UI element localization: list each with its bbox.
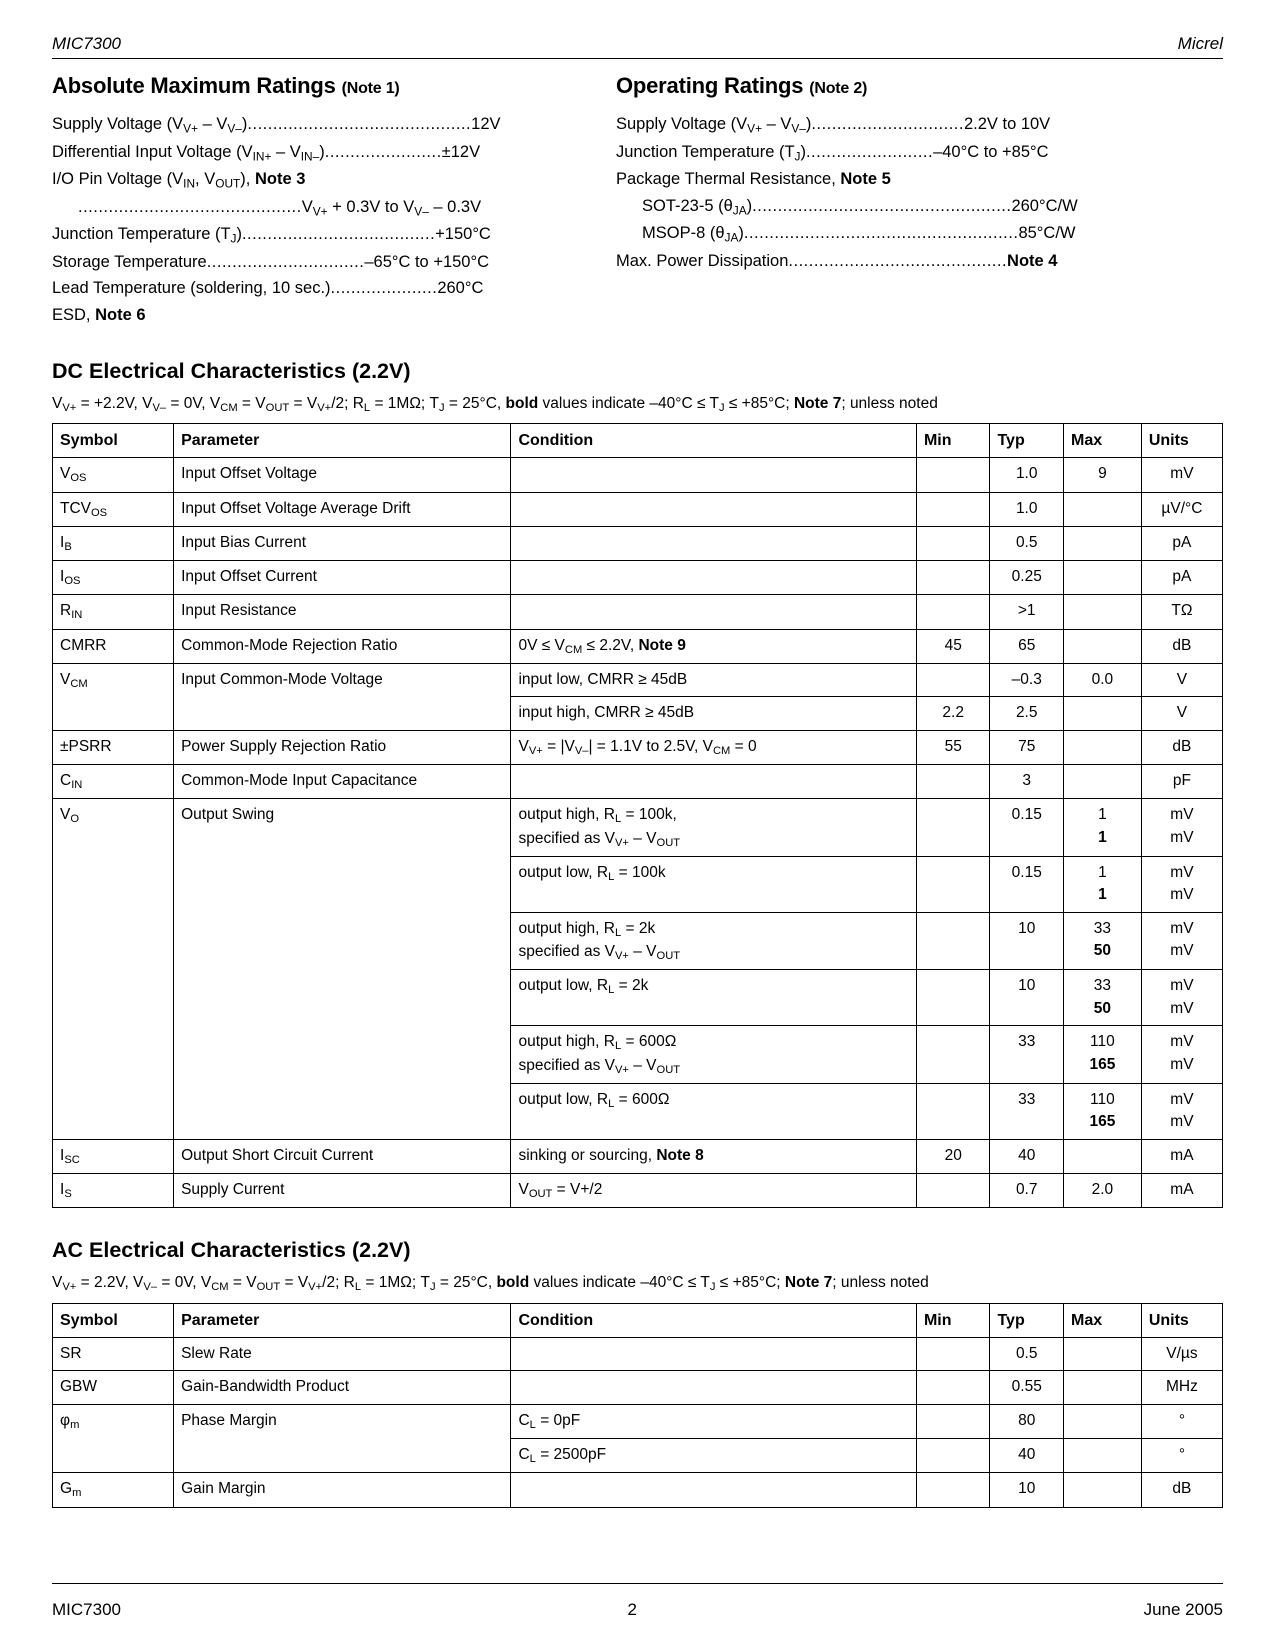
cell-min: [916, 492, 990, 526]
rating-dots: .........................: [805, 142, 934, 161]
cell-max: [1063, 730, 1141, 764]
rating-line: [616, 111, 1140, 139]
cell-condition: [511, 526, 916, 560]
cell-condition: $C_L = 0pF$: [511, 1404, 916, 1438]
cell-units: mV: [1141, 458, 1222, 492]
cell-symbol: $V_O$: [53, 799, 174, 1140]
cell-parameter: Power Supply Rejection Ratio: [174, 730, 511, 764]
rating-value: $V_{V+} + 0.3V$ to $V_{V-} - 0.3V$: [301, 197, 482, 218]
cell-condition: output high, $R_L = 100k$, specified as $V_{V+} - V_{OUT}$: [511, 799, 916, 857]
cell-condition: output high, $R_L = 2k$ specified as $V_{V+} - V_{OUT}$: [511, 912, 916, 970]
cell-symbol: $I_S$: [53, 1174, 174, 1208]
cell-max: 2.0: [1063, 1174, 1141, 1208]
cell-symbol: $R_{IN}$: [53, 595, 174, 629]
oper-note: (Note 2): [809, 80, 868, 97]
cell-max: [1063, 492, 1141, 526]
column-header: Min: [916, 424, 990, 458]
cell-symbol: $V_{OS}$: [53, 458, 174, 492]
column-header: Typ: [990, 424, 1064, 458]
rating-dots: ...................................................: [752, 196, 1012, 215]
cell-typ: 10: [990, 1473, 1064, 1507]
abs-max-list: [52, 111, 576, 329]
table-row: [53, 663, 1223, 696]
rating-value: 12V: [471, 115, 501, 133]
cell-max: [1063, 1139, 1141, 1173]
rating-line: [52, 275, 576, 302]
operating-ratings-list: [616, 111, 1140, 275]
cell-condition: [511, 1337, 916, 1370]
cell-symbol: CMRR: [53, 629, 174, 663]
cell-condition: output low, $R_L = 2k$: [511, 970, 916, 1026]
cell-symbol: $\varphi_m$: [53, 1404, 174, 1473]
ac-header-row: [53, 1303, 1223, 1337]
footer-part-number: MIC7300: [52, 1600, 121, 1619]
cell-min: [916, 1473, 990, 1507]
cell-units: pA: [1141, 526, 1222, 560]
page-header: [52, 34, 1223, 58]
cell-max: 1 1: [1063, 799, 1141, 857]
table-row: [53, 526, 1223, 560]
cell-max: 1 1: [1063, 856, 1141, 912]
cell-units: °: [1141, 1439, 1222, 1473]
rating-label: MSOP-8 $(\theta_{JA})$: [642, 224, 744, 245]
cell-min: [916, 912, 990, 970]
rating-line: [52, 249, 576, 276]
cell-parameter: Gain-Bandwidth Product: [174, 1371, 511, 1404]
rating-line: [52, 139, 576, 167]
rating-label: Lead Temperature (soldering, 10 sec.): [52, 279, 331, 298]
table-row: [53, 595, 1223, 629]
rating-dots: ..............................: [811, 115, 964, 133]
cell-units: TΩ: [1141, 595, 1222, 629]
table-row: [53, 730, 1223, 764]
cell-max: [1063, 1337, 1141, 1370]
dc-test-conditions: $V_{V+} = +2.2V$, $V_{V-} = 0V$, $V_{CM} = V_{OUT} = V_{V+}/2$; $R_L = 1M\Omega$; $T_J = 25^\circ C$, bold values indicate $-40^\circ C \le T_J \le +85^\circ C$; Note 7; unless noted: [52, 394, 938, 414]
cell-max: [1063, 1371, 1141, 1404]
cell-max: 110 165: [1063, 1083, 1141, 1139]
cell-parameter: Input Resistance: [174, 595, 511, 629]
cell-condition: $V_{OUT} = V+/2$: [511, 1174, 916, 1208]
table-row: [53, 765, 1223, 799]
cell-units: pF: [1141, 765, 1222, 799]
cell-condition: [511, 458, 916, 492]
cell-condition: [511, 561, 916, 595]
cell-typ: 0.7: [990, 1174, 1064, 1208]
ac-table-body: [53, 1337, 1223, 1507]
cell-typ: –0.3: [990, 663, 1064, 696]
cell-units: mA: [1141, 1139, 1222, 1173]
cell-parameter: Phase Margin: [174, 1404, 511, 1473]
rating-line: [616, 220, 1140, 248]
rating-label: Supply Voltage $(V_{V+} - V_{V-})$: [616, 115, 812, 136]
cell-parameter: Slew Rate: [174, 1337, 511, 1370]
cell-typ: 0.25: [990, 561, 1064, 595]
cell-symbol: GBW: [53, 1371, 174, 1404]
table-row: [53, 561, 1223, 595]
rating-value: 260°C/W: [1011, 196, 1078, 215]
cell-units: mV mV: [1141, 912, 1222, 970]
cell-min: 2.2: [916, 697, 990, 730]
cell-parameter: Input Bias Current: [174, 526, 511, 560]
cell-symbol: SR: [53, 1337, 174, 1370]
absolute-maximum-ratings-column: [52, 73, 576, 329]
cell-min: 55: [916, 730, 990, 764]
table-row: [53, 1174, 1223, 1208]
table-row: [53, 1404, 1223, 1438]
cell-units: MHz: [1141, 1371, 1222, 1404]
cell-condition: [511, 1473, 916, 1507]
table-row: [53, 1337, 1223, 1370]
cell-typ: 2.5: [990, 697, 1064, 730]
rating-line: [52, 302, 576, 329]
operating-ratings-heading: [616, 73, 1140, 99]
table-row: [53, 1139, 1223, 1173]
cell-min: [916, 663, 990, 696]
cell-units: V/µs: [1141, 1337, 1222, 1370]
column-header: Units: [1141, 424, 1222, 458]
cell-parameter: Gain Margin: [174, 1473, 511, 1507]
cell-min: [916, 595, 990, 629]
cell-typ: 0.5: [990, 1337, 1064, 1370]
footer-date: June 2005: [1143, 1600, 1223, 1619]
header-brand: Micrel: [1177, 34, 1223, 53]
cell-max: [1063, 629, 1141, 663]
cell-units: dB: [1141, 629, 1222, 663]
cell-typ: 3: [990, 765, 1064, 799]
cell-units: µV/°C: [1141, 492, 1222, 526]
abs-max-title: Absolute Maximum Ratings: [52, 73, 336, 98]
cell-condition: output low, $R_L = 600\Omega$: [511, 1083, 916, 1139]
rating-label: I/O Pin Voltage ($V_{IN}$, $V_{OUT}$), Note 3: [52, 170, 306, 191]
cell-max: 0.0: [1063, 663, 1141, 696]
dc-table-head: [53, 424, 1223, 458]
table-row: [53, 629, 1223, 663]
cell-units: mV mV: [1141, 799, 1222, 857]
cell-symbol: $G_m$: [53, 1473, 174, 1507]
rating-dots: .....................: [330, 279, 438, 298]
column-header: Parameter: [174, 424, 511, 458]
cell-condition: [511, 765, 916, 799]
page-footer: [52, 1583, 1223, 1620]
cell-max: [1063, 561, 1141, 595]
cell-parameter: Input Offset Voltage: [174, 458, 511, 492]
cell-condition: [511, 492, 916, 526]
column-header: Typ: [990, 1303, 1064, 1337]
cell-typ: 0.5: [990, 526, 1064, 560]
cell-min: [916, 1439, 990, 1473]
cell-condition: input low, CMRR ≥ 45dB: [511, 663, 916, 696]
cell-typ: 0.15: [990, 799, 1064, 857]
column-header: Min: [916, 1303, 990, 1337]
cell-min: [916, 1404, 990, 1438]
cell-max: [1063, 1404, 1141, 1438]
cell-min: [916, 458, 990, 492]
rating-value: 2.2V to 10V: [963, 115, 1051, 133]
cell-condition: [511, 595, 916, 629]
cell-parameter: Input Common-Mode Voltage: [174, 663, 511, 730]
cell-typ: 40: [990, 1439, 1064, 1473]
rating-dots: ......................................: [241, 225, 436, 244]
cell-parameter: Output Swing: [174, 799, 511, 1140]
cell-typ: 0.15: [990, 856, 1064, 912]
cell-min: [916, 1174, 990, 1208]
cell-typ: 10: [990, 970, 1064, 1026]
rating-value: 260°C: [437, 279, 484, 298]
table-row: [53, 799, 1223, 857]
rating-line: [52, 194, 576, 222]
rating-label: Junction Temperature $(T_J)$: [616, 142, 806, 163]
cell-symbol: $I_B$: [53, 526, 174, 560]
oper-title: Operating Ratings: [616, 73, 804, 98]
cell-units: mA: [1141, 1174, 1222, 1208]
cell-parameter: Output Short Circuit Current: [174, 1139, 511, 1173]
rating-value: 85°C/W: [1018, 224, 1076, 243]
cell-max: 33 50: [1063, 912, 1141, 970]
cell-units: °: [1141, 1404, 1222, 1438]
header-part-number: MIC7300: [52, 34, 121, 53]
rating-label: ESD, Note 6: [52, 306, 146, 325]
dc-characteristics-heading: DC Electrical Characteristics (2.2V): [52, 358, 411, 383]
cell-typ: 65: [990, 629, 1064, 663]
rating-dots: .......................: [324, 142, 442, 161]
absolute-maximum-ratings-heading: [52, 73, 576, 99]
rating-label: Storage Temperature: [52, 252, 207, 271]
cell-condition: sinking or sourcing, Note 8: [511, 1139, 916, 1173]
table-row: [53, 1473, 1223, 1507]
column-header: Max: [1063, 424, 1141, 458]
rating-line: [616, 166, 1140, 193]
cell-max: 9: [1063, 458, 1141, 492]
rating-label: Supply Voltage $(V_{V+} - V_{V-})$: [52, 115, 248, 136]
cell-min: [916, 526, 990, 560]
cell-max: [1063, 526, 1141, 560]
cell-min: [916, 1337, 990, 1370]
column-header: Condition: [511, 424, 916, 458]
rating-line: [616, 248, 1140, 275]
rating-label: Package Thermal Resistance, Note 5: [616, 170, 891, 189]
cell-condition: input high, CMRR ≥ 45dB: [511, 697, 916, 730]
rating-dots: ...........................................: [788, 251, 1008, 270]
cell-symbol: $C_{IN}$: [53, 765, 174, 799]
cell-symbol: ±PSRR: [53, 730, 174, 764]
rating-line: [52, 166, 576, 194]
rating-label: Differential Input Voltage $(V_{IN+} - V_{IN-})$: [52, 142, 325, 163]
rating-dots: ............................................: [78, 197, 302, 216]
column-header: Symbol: [53, 1303, 174, 1337]
rating-value: +150°C: [435, 225, 491, 244]
cell-condition: [511, 1371, 916, 1404]
rating-label: Junction Temperature $(T_J)$: [52, 225, 242, 246]
cell-max: 33 50: [1063, 970, 1141, 1026]
column-header: Symbol: [53, 424, 174, 458]
cell-condition: $C_L = 2500pF$: [511, 1439, 916, 1473]
cell-max: [1063, 697, 1141, 730]
cell-max: [1063, 765, 1141, 799]
cell-units: mV mV: [1141, 856, 1222, 912]
cell-max: [1063, 595, 1141, 629]
cell-min: [916, 1083, 990, 1139]
footer-page-number: 2: [627, 1600, 638, 1619]
cell-typ: 1.0: [990, 492, 1064, 526]
cell-typ: >1: [990, 595, 1064, 629]
abs-max-note: (Note 1): [341, 80, 400, 97]
cell-typ: 1.0: [990, 458, 1064, 492]
cell-units: mV mV: [1141, 1083, 1222, 1139]
cell-condition: $0V \le V_{CM} \le 2.2V$, Note 9: [511, 629, 916, 663]
ratings-section: [52, 73, 1223, 329]
cell-parameter: Common-Mode Rejection Ratio: [174, 629, 511, 663]
rating-label: Max. Power Dissipation: [616, 251, 789, 270]
column-header: Units: [1141, 1303, 1222, 1337]
table-row: [53, 1371, 1223, 1404]
rating-dots: ......................................................: [743, 224, 1019, 243]
cell-min: 45: [916, 629, 990, 663]
rating-label: SOT-23-5 $(\theta_{JA})$: [642, 196, 753, 218]
ac-characteristics-table: [52, 1303, 1223, 1508]
cell-min: [916, 1026, 990, 1084]
table-row: [53, 492, 1223, 526]
cell-units: dB: [1141, 1473, 1222, 1507]
cell-min: [916, 799, 990, 857]
cell-parameter: Input Offset Voltage Average Drift: [174, 492, 511, 526]
cell-min: [916, 561, 990, 595]
cell-typ: 75: [990, 730, 1064, 764]
cell-max: 110 165: [1063, 1026, 1141, 1084]
cell-symbol: $V_{CM}$: [53, 663, 174, 730]
cell-condition: $V_{V+} = |V_{V-}| = 1.1V$ to 2.5V, $V_{CM} = 0$: [511, 730, 916, 764]
cell-typ: 33: [990, 1083, 1064, 1139]
cell-typ: 80: [990, 1404, 1064, 1438]
cell-typ: 0.55: [990, 1371, 1064, 1404]
cell-min: [916, 1371, 990, 1404]
cell-condition: output low, $R_L = 100k$: [511, 856, 916, 912]
rating-line: [52, 111, 576, 139]
cell-units: V: [1141, 663, 1222, 696]
cell-symbol: $TCV_{OS}$: [53, 492, 174, 526]
cell-units: mV mV: [1141, 970, 1222, 1026]
operating-ratings-column: [616, 73, 1140, 329]
cell-min: [916, 970, 990, 1026]
column-header: Parameter: [174, 1303, 511, 1337]
ac-test-conditions: $V_{V+} = 2.2V$, $V_{V-} = 0V$, $V_{CM} = V_{OUT} = V_{V+}/2$; $R_L = 1M\Omega$; $T_J = 25^\circ C$, bold values indicate $-40^\circ C \le T_J \le +85^\circ C$; Note 7; unless noted: [52, 1274, 929, 1294]
cell-min: [916, 765, 990, 799]
cell-max: [1063, 1439, 1141, 1473]
column-header: Max: [1063, 1303, 1141, 1337]
cell-typ: 33: [990, 1026, 1064, 1084]
dc-characteristics-table: [52, 423, 1223, 1208]
dc-header-row: [53, 424, 1223, 458]
rating-value: Note 4: [1007, 251, 1058, 270]
cell-condition: output high, $R_L = 600\Omega$ specified as $V_{V+} - V_{OUT}$: [511, 1026, 916, 1084]
cell-min: [916, 856, 990, 912]
column-header: Condition: [511, 1303, 916, 1337]
rating-line: [616, 139, 1140, 167]
cell-parameter: Common-Mode Input Capacitance: [174, 765, 511, 799]
ac-characteristics-heading: AC Electrical Characteristics (2.2V): [52, 1238, 411, 1263]
cell-typ: 40: [990, 1139, 1064, 1173]
header-rule: [52, 58, 1223, 59]
cell-units: dB: [1141, 730, 1222, 764]
footer-rule: [52, 1583, 1223, 1584]
cell-units: mV mV: [1141, 1026, 1222, 1084]
cell-typ: 10: [990, 912, 1064, 970]
cell-parameter: Supply Current: [174, 1174, 511, 1208]
cell-symbol: $I_{SC}$: [53, 1139, 174, 1173]
cell-symbol: $I_{OS}$: [53, 561, 174, 595]
rating-dots: ............................................: [247, 115, 472, 133]
rating-line: [616, 193, 1140, 221]
cell-parameter: Input Offset Current: [174, 561, 511, 595]
cell-max: [1063, 1473, 1141, 1507]
rating-line: [52, 221, 576, 249]
rating-value: –65°C to +150°C: [364, 252, 489, 271]
rating-value: –40°C to +85°C: [933, 142, 1049, 161]
dc-table-body: [53, 458, 1223, 1208]
rating-value: ±12V: [441, 142, 481, 161]
cell-units: pA: [1141, 561, 1222, 595]
cell-min: 20: [916, 1139, 990, 1173]
table-row: [53, 458, 1223, 492]
ac-table-head: [53, 1303, 1223, 1337]
cell-units: V: [1141, 697, 1222, 730]
rating-dots: ...............................: [206, 252, 365, 271]
